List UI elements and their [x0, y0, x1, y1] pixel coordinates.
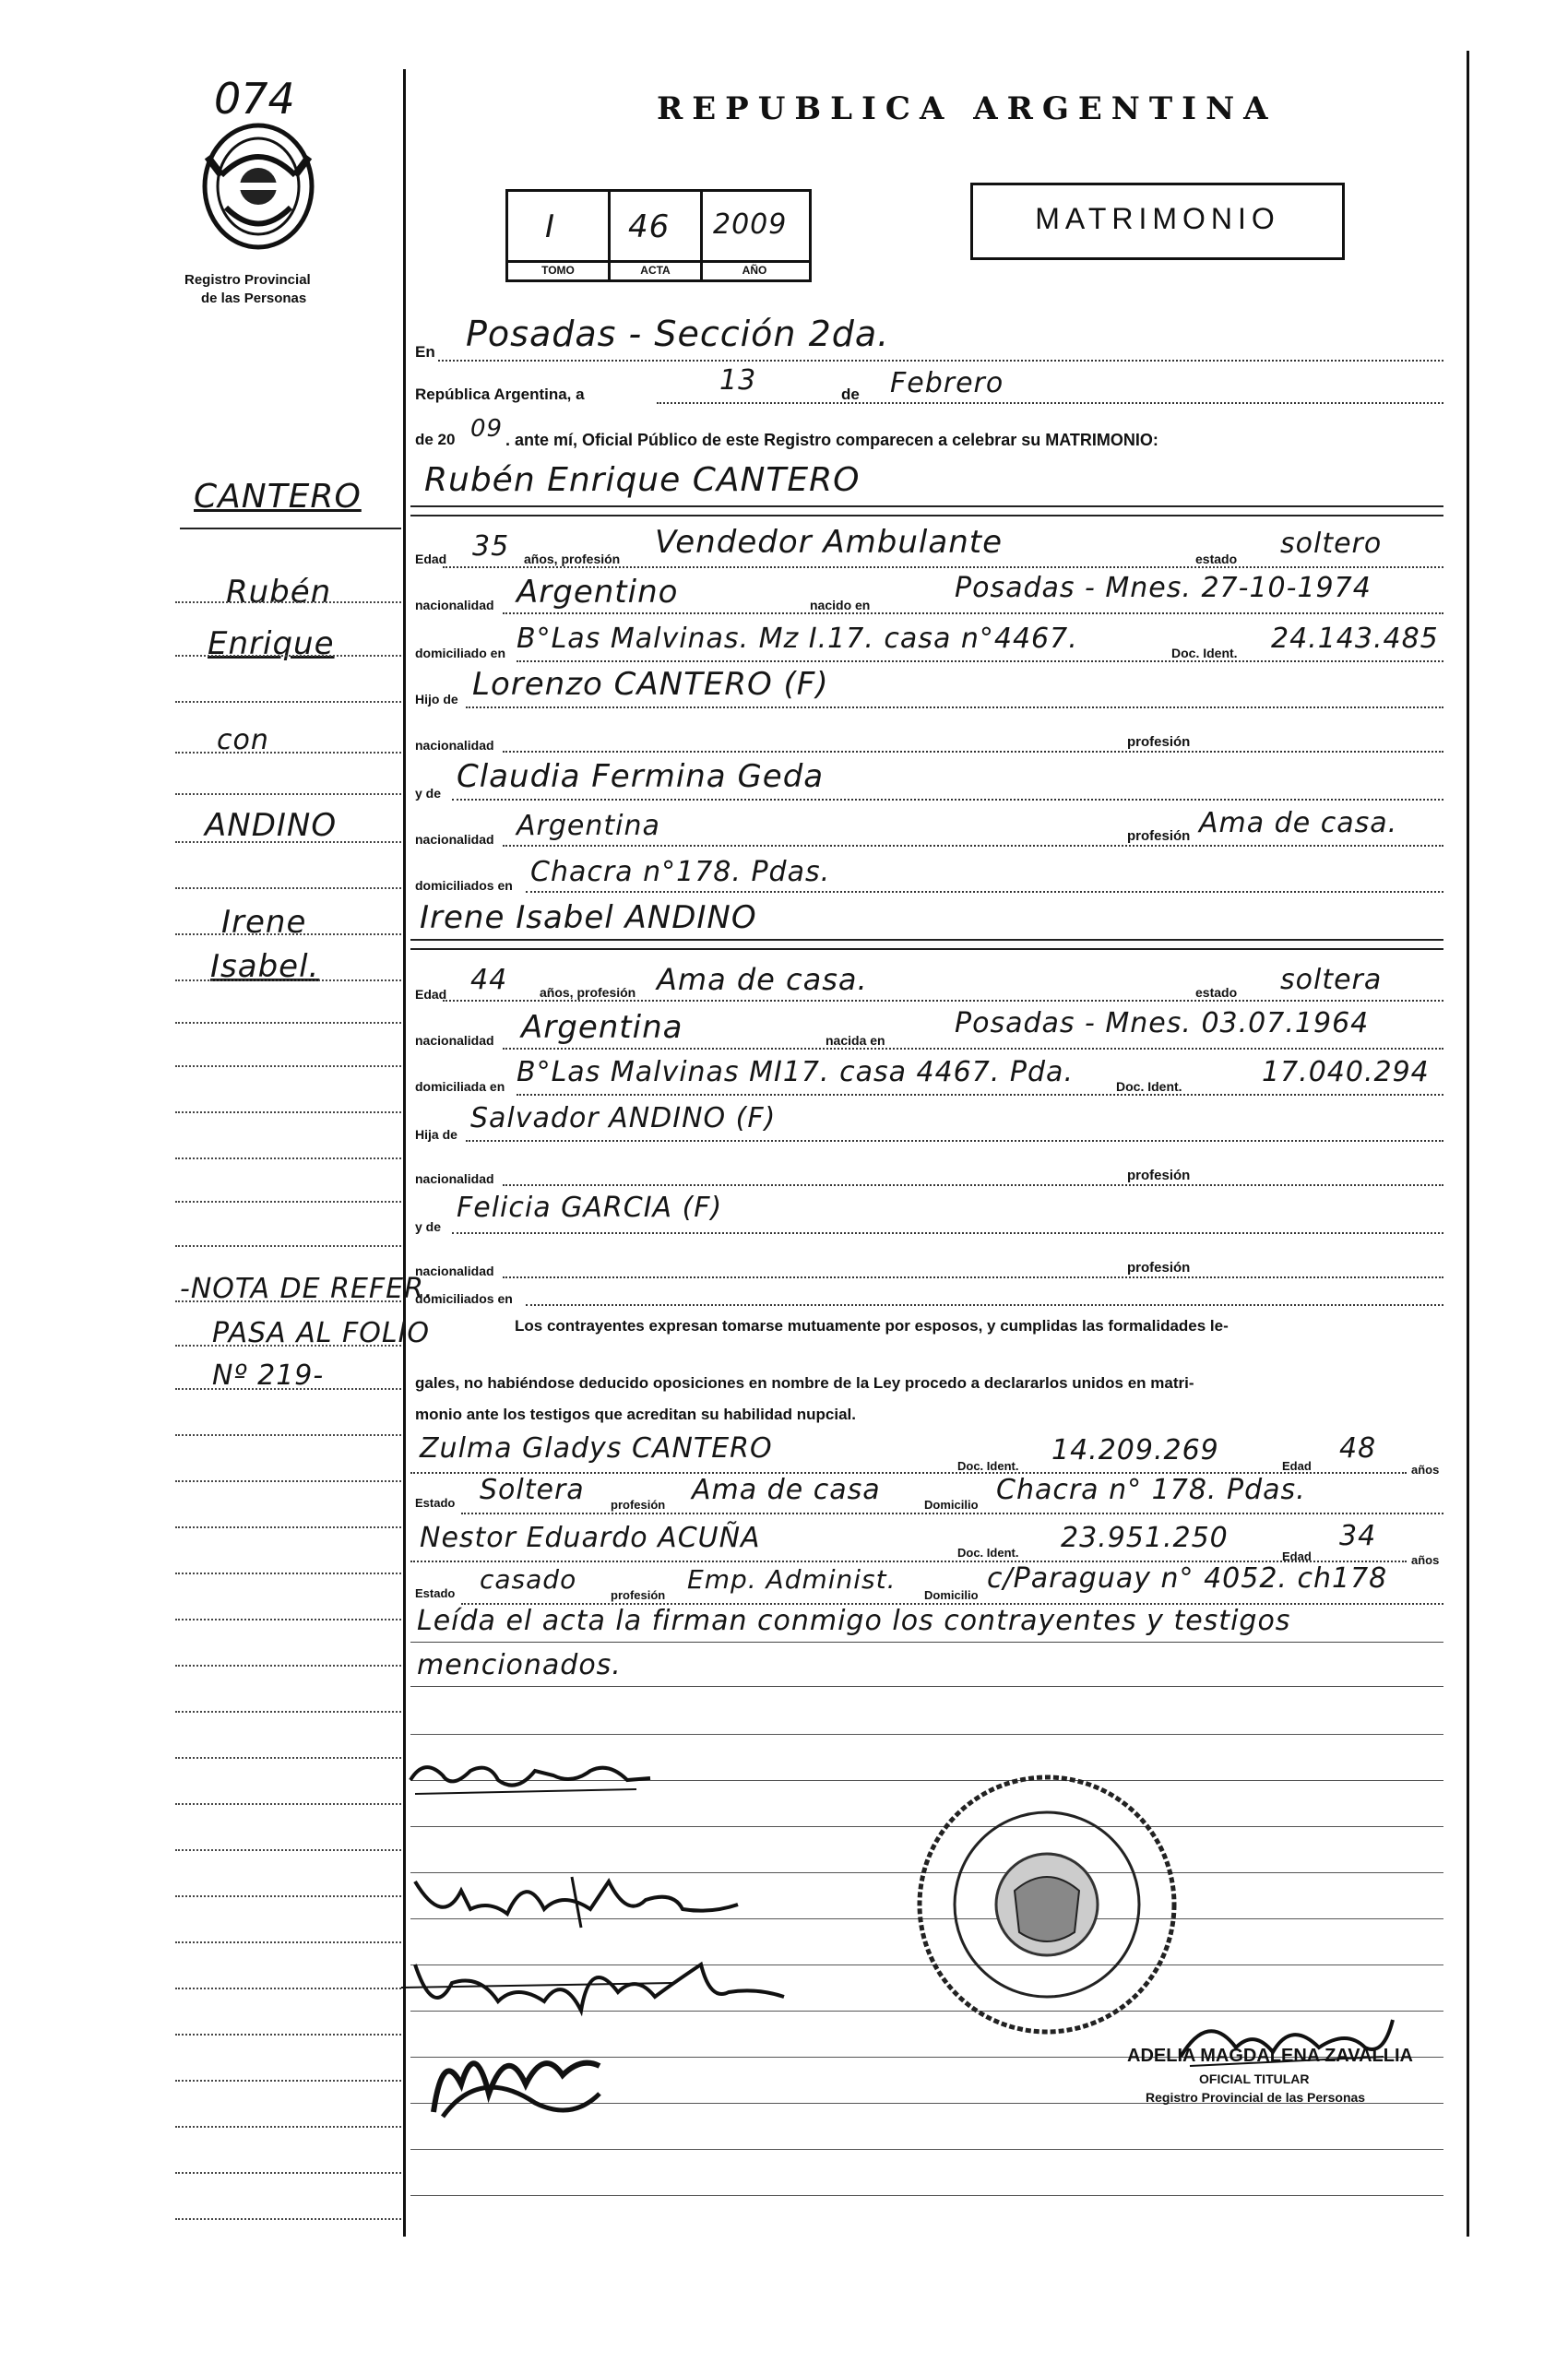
witness2-doc-label: Doc. Ident. [957, 1546, 1019, 1560]
witness2-anos-label: años [1411, 1553, 1440, 1567]
margin-name-groom-2: Enrique [208, 625, 335, 662]
declaration-line-1: Los contrayentes expresan tomarse mutuamente por esposos, y cumplidas las formalidades le- [515, 1317, 1229, 1335]
witness1-estado: Soltera [480, 1474, 585, 1506]
groom-yde-label: y de [415, 786, 442, 801]
witness2-dom-label: Domicilio [924, 1588, 979, 1602]
witness1-edad-label: Edad [1282, 1459, 1312, 1473]
bride-doc: 17.040.294 [1262, 1056, 1430, 1088]
bride-father-prof-label: profesión [1127, 1168, 1191, 1183]
witness2-prof-label: profesión [611, 1588, 666, 1602]
groom-doms-label: domiciliados en [415, 878, 513, 893]
margin-note-2: PASA AL FOLIO [212, 1317, 431, 1349]
tomo-value: I [545, 208, 556, 245]
bride-father-nac-label: nacionalidad [415, 1171, 494, 1186]
acta-label: ACTA [640, 264, 671, 277]
margin-name-bride-2: Isabel. [210, 948, 320, 985]
right-border [1467, 51, 1469, 2237]
witness1-anos-label: años [1411, 1463, 1440, 1477]
groom-doc: 24.143.485 [1271, 623, 1439, 655]
bride-estado-label: estado [1195, 985, 1238, 1000]
witness1-doc-label: Doc. Ident. [957, 1459, 1019, 1473]
groom-dom-label: domiciliado en [415, 646, 506, 660]
record-type: MATRIMONIO [1035, 202, 1280, 235]
closing-line-2: mencionados. [417, 1649, 622, 1681]
page-number: 074 [214, 74, 295, 124]
groom-mother-profession: Ama de casa. [1199, 807, 1398, 839]
groom-father-nac-label: nacionalidad [415, 738, 494, 753]
bride-address: B°Las Malvinas MI17. casa 4467. Pda. [517, 1056, 1074, 1088]
signature-groom-icon [406, 1752, 655, 1808]
anio-label: AÑO [742, 264, 767, 277]
groom-hijo-label: Hijo de [415, 692, 458, 706]
tomo-label: TOMO [541, 264, 575, 277]
place-value: Posadas - Sección 2da. [466, 314, 890, 354]
groom-nacido-label: nacido en [810, 598, 871, 612]
witness2-profession: Emp. Administ. [687, 1564, 897, 1595]
bride-doc-label: Doc. Ident. [1116, 1079, 1182, 1094]
margin-note-3: Nº 219- [212, 1359, 325, 1392]
bride-nacida-label: nacida en [826, 1033, 885, 1048]
groom-mother-nac-label: nacionalidad [415, 832, 494, 847]
groom-estado: soltero [1280, 528, 1383, 560]
witness1-prof-label: profesión [611, 1498, 666, 1512]
official-title: OFICIAL TITULAR [1199, 2071, 1310, 2086]
groom-edad-label: Edad [415, 552, 447, 566]
witness2-address: c/Paraguay n° 4052. ch178 [987, 1562, 1388, 1595]
groom-address: B°Las Malvinas. Mz I.17. casa n°4467. [517, 623, 1078, 655]
republica-label: República Argentina, a [415, 386, 585, 403]
witness2-name: Nestor Eduardo ACUÑA [420, 1522, 761, 1554]
coat-of-arms-icon [198, 120, 318, 254]
bride-born: Posadas - Mnes. 03.07.1964 [955, 1007, 1370, 1039]
bride-hija-label: Hija de [415, 1127, 457, 1142]
bride-mother: Felicia GARCIA (F) [457, 1192, 723, 1224]
witness1-doc: 14.209.269 [1051, 1434, 1219, 1466]
record-type-box [970, 183, 1345, 260]
groom-mother: Claudia Fermina Geda [457, 758, 825, 795]
groom-profession: Vendedor Ambulante [655, 524, 1003, 561]
margin-surname-bride: ANDINO [205, 807, 338, 844]
groom-estado-label: estado [1195, 552, 1238, 566]
en-label: En [415, 343, 435, 361]
witness2-estado: casado [480, 1564, 577, 1595]
margin-con: con [217, 724, 269, 756]
bride-mother-prof-label: profesión [1127, 1260, 1191, 1276]
bride-mother-nac-label: nacionalidad [415, 1264, 494, 1278]
witness1-name: Zulma Gladys CANTERO [420, 1432, 773, 1465]
groom-mother-prof-label: profesión [1127, 828, 1191, 844]
intro-sentence: . ante mí, Oficial Público de este Registro comparecen a celebrar su MATRIMONIO: [505, 431, 1158, 449]
witness1-address: Chacra n° 178. Pdas. [996, 1474, 1306, 1506]
signature-witness1-icon [397, 1946, 821, 2029]
year-value: 09 [470, 415, 504, 443]
witness1-dom-label: Domicilio [924, 1498, 979, 1512]
groom-doc-label: Doc. Ident. [1171, 646, 1238, 660]
registry-label: Registro Provincial [184, 272, 311, 288]
month-value: Febrero [890, 367, 1004, 399]
country-title: REPUBLICA ARGENTINA [657, 90, 1277, 127]
year-prefix: de 20 [415, 431, 456, 448]
registry-sublabel: de las Personas [201, 291, 307, 306]
bride-profession: Ama de casa. [657, 962, 868, 997]
groom-profesion-label: años, profesión [524, 552, 621, 566]
official-name: ADELIA MAGDALENA ZAVALLIA [1127, 2046, 1413, 2066]
signature-bride-icon [406, 1863, 756, 1937]
witness2-age: 34 [1339, 1520, 1377, 1552]
bride-age: 44 [470, 964, 508, 996]
witness1-profession: Ama de casa [692, 1474, 881, 1506]
bride-nac-label: nacionalidad [415, 1033, 494, 1048]
bride-profesion-label: años, profesión [540, 985, 636, 1000]
de-label: de [841, 386, 860, 403]
groom-nac-label: nacionalidad [415, 598, 494, 612]
closing-line-1: Leída el acta la firman conmigo los contrayentes y testigos [417, 1605, 1291, 1637]
official-office: Registro Provincial de las Personas [1146, 2090, 1366, 2105]
record-id-box [505, 189, 812, 282]
margin-name-groom-1: Rubén [226, 574, 332, 611]
bride-nationality: Argentina [521, 1009, 683, 1046]
groom-father: Lorenzo CANTERO (F) [472, 666, 829, 703]
witness2-edad-label: Edad [1282, 1549, 1312, 1563]
declaration-line-2: gales, no habiéndose deducido oposiciones en nombre de la Ley procedo a declararlos unidos en matri- [415, 1374, 1194, 1392]
acta-value: 46 [628, 208, 671, 245]
anio-value: 2009 [713, 208, 788, 241]
witness1-age: 48 [1339, 1432, 1377, 1465]
groom-age: 35 [472, 530, 510, 563]
margin-surname-groom: CANTERO [194, 478, 362, 516]
groom-born: Posadas - Mnes. 27-10-1974 [955, 572, 1372, 604]
groom-father-prof-label: profesión [1127, 734, 1191, 750]
groom-full-name: Rubén Enrique CANTERO [424, 461, 861, 499]
bride-yde-label: y de [415, 1219, 442, 1234]
groom-mother-nationality: Argentina [517, 810, 660, 842]
official-stamp-icon [913, 1771, 1181, 2038]
bride-doms-label: domiciliados en [415, 1291, 513, 1306]
bride-estado: soltera [1280, 964, 1383, 996]
bride-dom-label: domiciliada en [415, 1079, 505, 1094]
witness1-estado-label: Estado [415, 1496, 456, 1510]
bride-edad-label: Edad [415, 987, 447, 1002]
groom-nationality: Argentino [517, 574, 679, 611]
day-value: 13 [719, 364, 757, 397]
bride-full-name: Irene Isabel ANDINO [420, 899, 757, 936]
margin-name-bride-1: Irene [221, 904, 307, 941]
signature-witness2-icon [424, 2029, 609, 2131]
bride-father: Salvador ANDINO (F) [470, 1102, 777, 1134]
margin-note-1: -NOTA DE REFER. [180, 1273, 434, 1305]
declaration-line-3: monio ante los testigos que acreditan su habilidad nupcial. [415, 1406, 856, 1423]
groom-parents-address: Chacra n°178. Pdas. [530, 856, 831, 888]
witness2-estado-label: Estado [415, 1586, 456, 1600]
witness2-doc: 23.951.250 [1061, 1522, 1229, 1554]
